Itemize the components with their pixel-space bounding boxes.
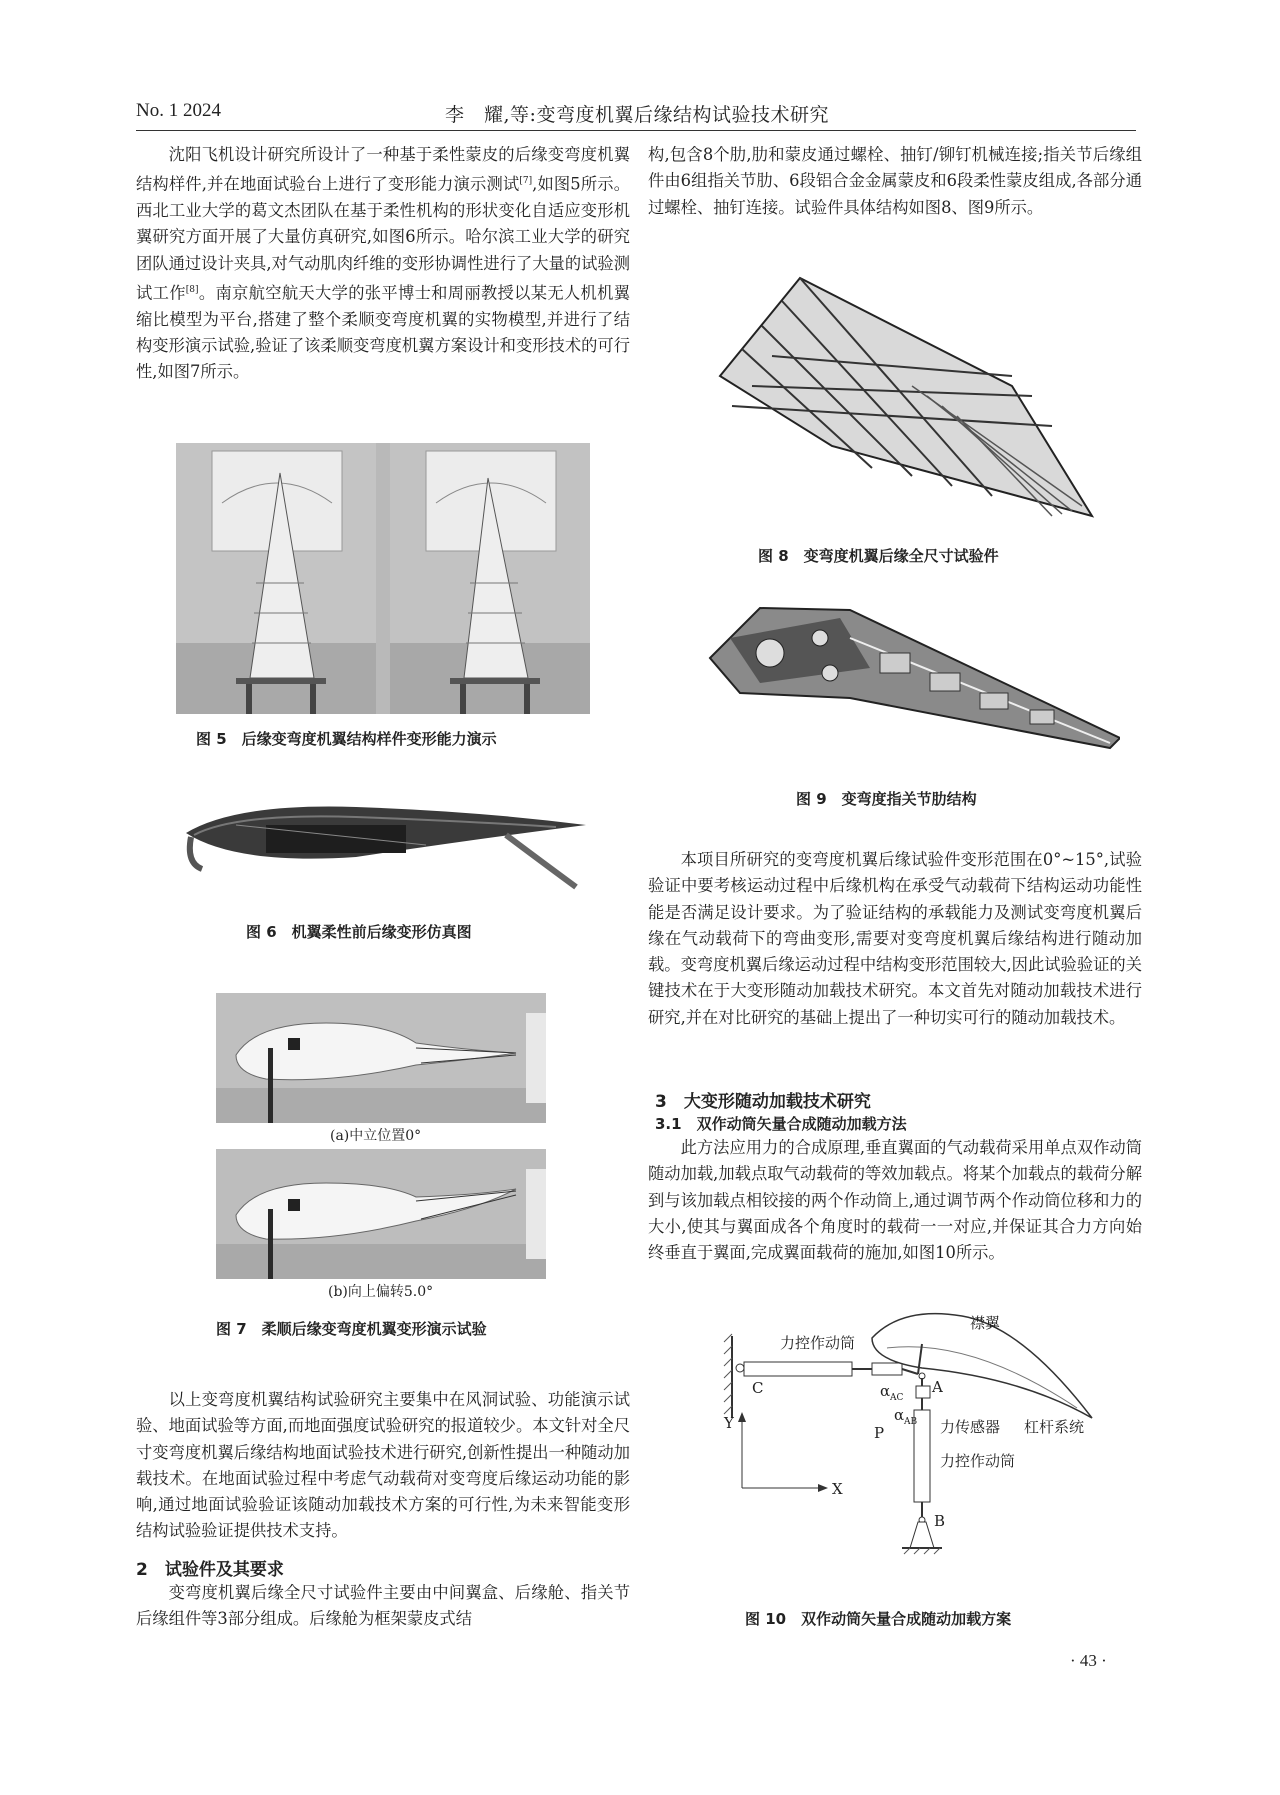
fig7a-label: (a)中立位置0°	[330, 1128, 422, 1144]
fig5-photo-left	[176, 443, 376, 714]
paragraph-3: 变弯度机翼后缘全尺寸试验件主要由中间翼盒、后缘舱、指关节后缘组件等3部分组成。后缘舱为框架蒙皮式结	[136, 1583, 630, 1629]
fig9-caption: 图 9 变弯度指关节肋结构	[796, 790, 977, 808]
figure-5-image	[176, 443, 590, 714]
fig10-alpha-ab: α	[894, 1406, 905, 1424]
fig10-point-c: C	[752, 1379, 764, 1397]
fig7-caption: 图 7 柔顺后缘变弯度机翼变形演示试验	[216, 1320, 487, 1338]
figure-7b-image	[216, 1149, 546, 1279]
fig10-axis-x: X	[832, 1480, 843, 1498]
fig6-caption: 图 6 机翼柔性前后缘变形仿真图	[246, 923, 472, 941]
fig5-caption: 图 5 后缘变弯度机翼结构样件变形能力演示	[196, 730, 497, 748]
figure-6-image	[176, 795, 596, 895]
fig10-caption: 图 10 双作动筒矢量合成随动加载方案	[745, 1610, 1012, 1628]
section-2-title: 2 试验件及其要求	[136, 1560, 284, 1580]
paragraph-1: 沈阳飞机设计研究所设计了一种基于柔性蒙皮的后缘变弯度机翼结构样件,并在地面试验台上进行了变形能力演示测试[7],如图5所示。西北工业大学的葛文杰团队在基于柔性机构的形状变化自适应变形机翼研究方面开展了大量仿真研究,如图6所示。哈尔滨工业大学的研究团队通过设计夹具,对气动肌肉纤维的变形协调性进行了大量的试验测试工作[8]。南京航空航天大学的张平博士和周丽教授以某无人机机翼缩比模型为平台,搭建了整个柔顺变弯度机翼的实物模型,并进行了结构变形演示试验,验证了该柔顺变弯度机翼方案设计和变形技术的可行性,如图7所示。	[136, 145, 630, 382]
figure-8-image	[712, 276, 1100, 524]
section-3-1-title: 3.1 双作动筒矢量合成随动加载方法	[655, 1115, 907, 1133]
section-3-title: 3 大变形随动加载技术研究	[655, 1092, 871, 1112]
paragraph-5: 此方法应用力的合成原理,垂直翼面的气动载荷采用单点双作动筒随动加载,加载点取气动载荷的等效加载点。将某个加载点的载荷分解到与该加载点相铰接的两个作动筒上,通过调节两个作动筒位移和力的大小,使其与翼面成各个角度时的载荷一一对应,并保证其合力方向始终垂直于翼面,完成翼面载荷的施加,如图10所示。	[648, 1138, 1142, 1263]
fig10-actuator-bottom-label: 力控作动筒	[940, 1452, 1016, 1470]
page-number: · 43 ·	[1070, 1651, 1107, 1670]
fig10-sensor-label: 力传感器	[940, 1418, 1001, 1436]
journal-issue: No. 1 2024	[136, 100, 221, 121]
paragraph-top-right: 构,包含8个肋,肋和蒙皮通过螺栓、抽钉/铆钉机械连接;指关节后缘组件由6组指关节肋、6段铝合金金属蒙皮和6段柔性蒙皮组成,各部分通过螺栓、抽钉连接。试验件具体结构如图8、图9所示。	[648, 145, 1142, 217]
fig10-point-b: B	[934, 1512, 946, 1530]
fig10-flap-label: 襟翼	[970, 1314, 1001, 1332]
figure-10-diagram	[722, 1308, 1102, 1583]
fig10-actuator-top-label: 力控作动筒	[780, 1334, 856, 1352]
fig5-photo-right	[390, 443, 590, 714]
fig10-axis-y: Y	[724, 1414, 734, 1432]
fig10-alpha-ab-sub: AB	[904, 1417, 918, 1427]
fig10-point-a: A	[932, 1378, 943, 1396]
paragraph-2: 以上变弯度机翼结构试验研究主要集中在风洞试验、功能演示试验、地面试验等方面,而地面强度试验研究的报道较少。本文针对全尺寸变弯度机翼后缘结构地面试验技术进行研究,创新性提出一种随动加载技术。在地面试验过程中考虑气动载荷对变弯度后缘运动功能的影响,通过地面试验验证该随动加载技术方案的可行性,为未来智能变形结构试验验证提供技术支持。	[136, 1390, 630, 1541]
paragraph-4: 本项目所研究的变弯度机翼后缘试验件变形范围在0°~15°,试验验证中要考核运动过程中后缘机构在承受气动载荷下结构运动功能性能是否满足设计要求。为了验证结构的承载能力及测试变弯度机翼后缘在气动载荷下的弯曲变形,需要对变弯度机翼后缘结构进行随动加载。变弯度机翼后缘运动过程中结构变形范围较大,因此试验验证的关键技术在于大变形随动加载技术研究。本文首先对随动加载技术进行研究,并在对比研究的基础上提出了一种切实可行的随动加载技术。	[648, 850, 1142, 1027]
fig10-point-p: P	[874, 1424, 885, 1442]
fig10-lever-label: 杠杆系统	[1024, 1418, 1085, 1436]
fig7b-label: (b)向上偏转5.0°	[328, 1284, 434, 1300]
fig10-alpha-ac: α	[880, 1382, 891, 1400]
header-rule	[136, 130, 1136, 131]
figure-9-image	[700, 598, 1120, 756]
fig8-caption: 图 8 变弯度机翼后缘全尺寸试验件	[758, 547, 999, 565]
running-title: 李 耀,等:变弯度机翼后缘结构试验技术研究	[445, 104, 829, 126]
figure-7a-image	[216, 993, 546, 1123]
fig10-alpha-ac-sub: AC	[890, 1393, 904, 1403]
